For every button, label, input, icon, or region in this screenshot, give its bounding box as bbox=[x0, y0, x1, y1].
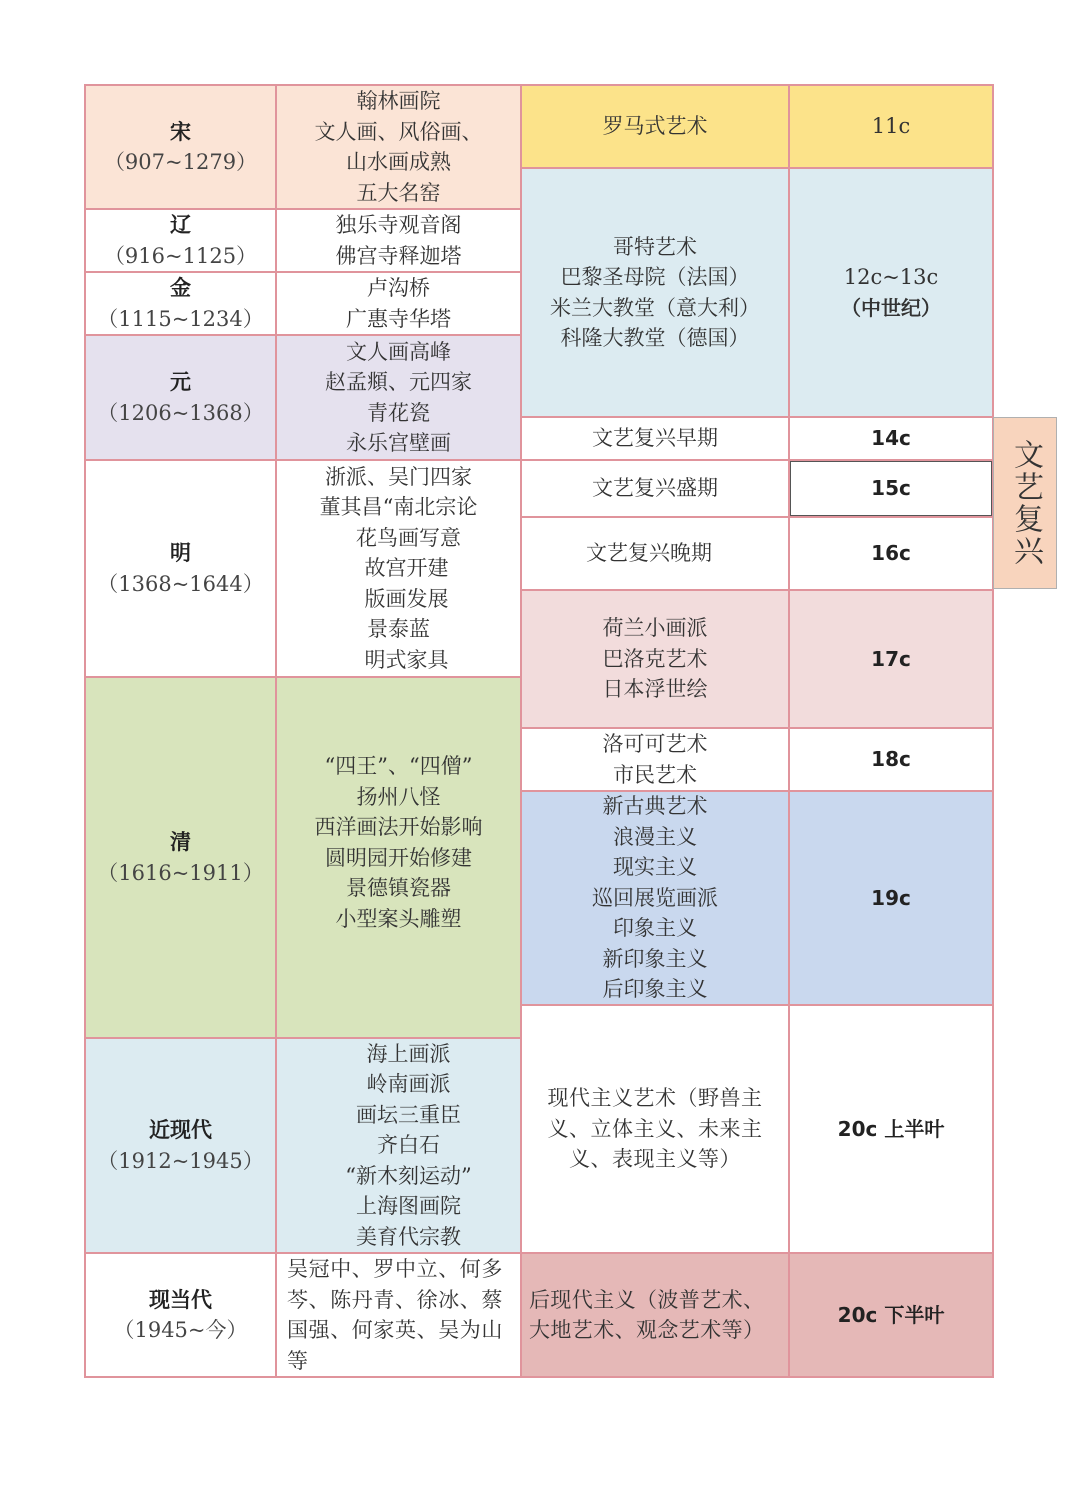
movement-item: 现实主义 bbox=[613, 855, 697, 880]
achievements-song bbox=[276, 85, 521, 209]
row-divider-west bbox=[520, 516, 994, 518]
achievement-item: 赵孟頫、元四家 bbox=[325, 370, 472, 394]
table-border-left bbox=[84, 84, 86, 1378]
movement-item: 印象主义 bbox=[613, 916, 697, 941]
century-label: 14c bbox=[871, 426, 911, 451]
row-divider-china bbox=[84, 334, 522, 336]
century-19c bbox=[789, 791, 993, 1005]
dynasty-years: （907~1279） bbox=[103, 150, 258, 174]
century-14c bbox=[789, 417, 993, 460]
row-divider-west bbox=[520, 727, 994, 729]
movement-modernism bbox=[521, 1005, 789, 1253]
movement-item: 科隆大教堂（德国） bbox=[560, 326, 750, 350]
achievement-item: 齐白石 bbox=[377, 1133, 440, 1158]
movement-high-renaissance bbox=[521, 460, 789, 517]
movement-early-renaissance bbox=[521, 417, 789, 460]
achievement-item: 董其昌“南北宗论 bbox=[319, 495, 478, 520]
achievements-qing bbox=[276, 677, 521, 1038]
dynasty-years: （1945~今） bbox=[113, 1318, 248, 1342]
movement-item: 新印象主义 bbox=[602, 946, 708, 971]
row-divider-china bbox=[84, 459, 522, 461]
dynasty-jin bbox=[85, 272, 276, 335]
row-divider-west bbox=[520, 790, 994, 792]
achievement-item: 广惠寺华塔 bbox=[346, 306, 451, 331]
century-20c-first-half bbox=[789, 1005, 993, 1253]
dynasty-song bbox=[85, 85, 276, 209]
movement-item: 文艺复兴盛期 bbox=[592, 476, 718, 501]
movement-item: 文艺复兴晚期 bbox=[586, 541, 712, 566]
century-label: 12c~13c bbox=[843, 265, 939, 289]
dynasty-contemporary bbox=[85, 1253, 276, 1377]
dynasty-name: 元 bbox=[170, 370, 191, 394]
movement-item: 后印象主义 bbox=[602, 977, 708, 1002]
achievement-item: 美育代宗教 bbox=[356, 1224, 461, 1249]
dynasty-modern bbox=[85, 1038, 276, 1253]
movement-item: 新古典艺术 bbox=[602, 794, 708, 819]
dynasty-years: （1368~1644） bbox=[97, 571, 264, 596]
achievement-item: 故宫开建 bbox=[364, 556, 449, 581]
renaissance-label-text: 文艺复兴 bbox=[1008, 439, 1043, 567]
dynasty-qing bbox=[85, 677, 276, 1038]
century-20c-second-half bbox=[789, 1253, 993, 1377]
row-divider-china bbox=[84, 208, 522, 210]
achievement-item: 吴冠中、罗中立、何多芩、陈丹青、徐冰、蔡国强、何家英、吴为山等 bbox=[287, 1257, 503, 1373]
achievement-item: 花鸟画写意 bbox=[356, 525, 461, 550]
row-divider-west bbox=[520, 589, 994, 591]
movement-19c bbox=[521, 791, 789, 1005]
movement-late-renaissance bbox=[521, 517, 789, 590]
achievement-item: 佛宫寺释迦塔 bbox=[335, 243, 462, 268]
century-15c bbox=[789, 460, 993, 517]
achievement-item: “四王”、“四僧” bbox=[324, 754, 473, 778]
dynasty-liao bbox=[85, 209, 276, 272]
movement-item: 罗马式艺术 bbox=[602, 114, 708, 139]
movement-postmodernism bbox=[521, 1253, 789, 1377]
table-border-right bbox=[992, 84, 994, 1378]
dynasty-years: （1616~1911） bbox=[97, 860, 264, 885]
movement-item: 哥特艺术 bbox=[613, 234, 697, 259]
table-border-bottom bbox=[84, 1376, 994, 1378]
dynasty-name: 近现代 bbox=[149, 1118, 212, 1142]
dynasty-years: （1206~1368） bbox=[97, 400, 264, 425]
century-18c bbox=[789, 728, 993, 791]
achievement-item: 五大名窑 bbox=[356, 180, 441, 205]
row-divider-west bbox=[520, 1004, 994, 1006]
century-label: 18c bbox=[871, 747, 911, 772]
dynasty-ming bbox=[85, 460, 276, 677]
achievement-item: 卢沟桥 bbox=[367, 276, 430, 300]
century-label: 15c bbox=[871, 476, 911, 501]
achievement-item: 永乐宫壁画 bbox=[346, 431, 451, 455]
achievement-item: 文人画、风俗画、 bbox=[314, 119, 483, 144]
dynasty-yuan bbox=[85, 335, 276, 460]
century-label: 11c bbox=[871, 114, 911, 139]
row-divider-china bbox=[84, 1252, 522, 1254]
col-divider-2 bbox=[520, 84, 522, 1378]
achievement-item: 景德镇瓷器 bbox=[346, 876, 451, 900]
movement-item: 日本浮世绘 bbox=[602, 677, 708, 702]
movement-item: 市民艺术 bbox=[613, 762, 697, 787]
row-divider-west bbox=[520, 459, 994, 461]
movement-item: 巴黎圣母院（法国） bbox=[560, 265, 750, 289]
century-label: 17c bbox=[871, 646, 911, 671]
table-border-top bbox=[84, 84, 994, 86]
achievements-contemporary bbox=[276, 1253, 521, 1377]
century-12c-13c bbox=[789, 168, 993, 417]
dynasty-name: 清 bbox=[170, 830, 191, 854]
century-label: 16c bbox=[871, 541, 911, 566]
dynasty-name: 明 bbox=[170, 541, 191, 565]
achievement-item: 青花瓷 bbox=[367, 400, 430, 425]
movement-item: 浪漫主义 bbox=[613, 824, 697, 849]
dynasty-years: （1912~1945） bbox=[97, 1148, 264, 1173]
movement-item: 荷兰小画派 bbox=[602, 616, 708, 641]
achievement-item: 海上画派 bbox=[366, 1041, 451, 1066]
achievements-liao bbox=[276, 209, 521, 272]
movement-item: 米兰大教堂（意大利） bbox=[550, 295, 760, 320]
row-divider-west bbox=[520, 1252, 994, 1254]
achievement-item: 文人画高峰 bbox=[346, 339, 451, 364]
achievement-item: 独乐寺观音阁 bbox=[335, 213, 462, 237]
achievement-item: 版画发展 bbox=[364, 586, 449, 611]
achievement-item: 景泰蓝 bbox=[367, 617, 430, 642]
movement-17c bbox=[521, 590, 789, 728]
row-divider-china bbox=[84, 676, 522, 678]
movement-item: 巴洛克艺术 bbox=[602, 646, 708, 671]
movement-item: 巡回展览画派 bbox=[592, 885, 718, 910]
century-label: 19c bbox=[871, 885, 911, 910]
movement-item: 后现代主义（波普艺术、大地艺术、观念艺术等） bbox=[529, 1287, 765, 1342]
century-16c bbox=[789, 517, 993, 590]
achievement-item: 圆明园开始修建 bbox=[325, 845, 472, 870]
achievement-item: 小型案头雕塑 bbox=[335, 906, 462, 931]
century-17c bbox=[789, 590, 993, 728]
movement-item: 洛可可艺术 bbox=[602, 732, 708, 756]
achievement-item: 浙派、吴门四家 bbox=[325, 464, 472, 489]
achievement-item: 上海图画院 bbox=[356, 1194, 461, 1219]
achievement-item: 岭南画派 bbox=[366, 1072, 451, 1097]
century-label: 20c 上半叶 bbox=[837, 1116, 945, 1141]
row-divider-west bbox=[520, 167, 994, 169]
col-divider-3 bbox=[788, 84, 790, 1378]
movement-gothic bbox=[521, 168, 789, 417]
achievements-jin bbox=[276, 272, 521, 335]
achievements-ming bbox=[276, 460, 521, 677]
row-divider-west bbox=[520, 416, 994, 418]
century-note: （中世纪） bbox=[841, 295, 941, 320]
col-divider-1 bbox=[275, 84, 277, 1378]
dynasty-name: 现当代 bbox=[149, 1287, 212, 1312]
dynasty-years: （1115~1234） bbox=[97, 306, 264, 331]
achievement-item: 山水画成熟 bbox=[346, 150, 451, 174]
dynasty-name: 宋 bbox=[170, 119, 191, 144]
dynasty-years: （916~1125） bbox=[103, 243, 258, 268]
dynasty-name: 辽 bbox=[170, 213, 191, 237]
century-11c bbox=[789, 85, 993, 168]
achievements-modern bbox=[276, 1038, 521, 1253]
movement-item: 现代主义艺术（野兽主义、立体主义、未来主义、表现主义等） bbox=[547, 1086, 763, 1172]
achievement-item: 画坛三重臣 bbox=[356, 1102, 461, 1127]
achievements-yuan bbox=[276, 335, 521, 460]
movement-item: 文艺复兴早期 bbox=[592, 426, 718, 451]
movement-romanesque bbox=[521, 85, 789, 168]
achievement-item: “新木刻运动” bbox=[345, 1163, 472, 1188]
row-divider-china bbox=[84, 271, 522, 273]
movement-18c bbox=[521, 728, 789, 791]
century-label: 20c 下半叶 bbox=[837, 1302, 945, 1327]
achievement-item: 西洋画法开始影响 bbox=[314, 815, 483, 839]
dynasty-name: 金 bbox=[170, 276, 191, 300]
achievement-item: 翰林画院 bbox=[356, 89, 441, 113]
achievement-item: 扬州八怪 bbox=[356, 784, 441, 809]
achievement-item: 明式家具 bbox=[364, 647, 449, 672]
renaissance-side-label bbox=[993, 417, 1057, 589]
row-divider-china bbox=[84, 1037, 522, 1039]
